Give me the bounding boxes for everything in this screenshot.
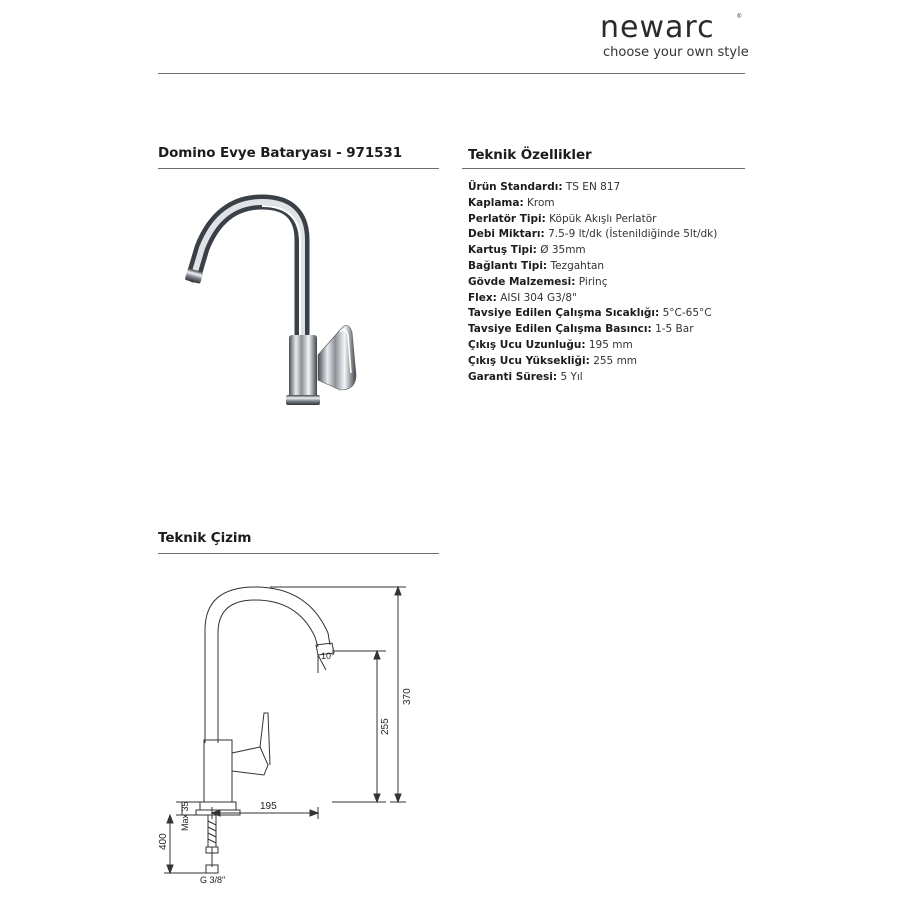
spec-value: Köpük Akışlı Perlatör	[549, 212, 657, 225]
spec-label: Tavsiye Edilen Çalışma Basıncı:	[468, 323, 652, 336]
dim-total-height: 370	[402, 688, 413, 705]
spec-value: 195 mm	[588, 338, 633, 351]
spec-label: Garanti Süresi:	[468, 370, 558, 383]
specs-heading-divider	[462, 168, 745, 169]
product-title-divider	[158, 168, 439, 169]
product-title: Domino Evye Bataryası - 971531	[158, 145, 402, 161]
dim-flex-length: 400	[158, 833, 169, 850]
dim-spout-length: 195	[260, 801, 277, 812]
spec-value: Ø 35mm	[540, 244, 586, 257]
spec-label: Kartuş Tipi:	[468, 244, 537, 257]
spec-label: Kaplama:	[468, 196, 524, 209]
spec-label: Flex:	[468, 291, 497, 304]
spec-row	[468, 370, 717, 386]
spec-label: Çıkış Ucu Yüksekliği:	[468, 354, 590, 367]
dim-max-counter: Max 35	[180, 801, 190, 831]
spec-value: 5 Yıl	[560, 370, 583, 383]
dim-spout-angle: 10°	[321, 651, 335, 661]
spec-label: Bağlantı Tipi:	[468, 259, 548, 272]
spec-label: Gövde Malzemesi:	[468, 275, 576, 288]
spec-label: Debi Miktarı:	[468, 228, 545, 241]
spec-row	[468, 227, 717, 243]
spec-row	[468, 275, 717, 291]
spec-value: 255 mm	[593, 354, 638, 367]
specs-list	[468, 180, 717, 385]
spec-row	[468, 338, 717, 354]
specs-heading: Teknik Özellikler	[468, 147, 592, 163]
brand-logo	[600, 10, 749, 62]
spec-value: 5°C-65°C	[662, 307, 712, 320]
spec-value: 7.5-9 lt/dk (İstenildiğinde 5lt/dk)	[548, 228, 718, 241]
brand-tagline: choose your own style	[603, 45, 749, 60]
faucet-photo	[180, 190, 380, 415]
registered-mark: ®	[737, 14, 742, 20]
spec-label: Çıkış Ucu Uzunluğu:	[468, 338, 586, 351]
dim-thread: G 3/8"	[200, 875, 226, 885]
spec-value: TS EN 817	[565, 181, 621, 193]
spec-value: Tezgahtan	[550, 259, 605, 272]
header-divider	[158, 73, 745, 74]
spec-row	[468, 180, 717, 196]
spec-label: Ürün Standardı:	[468, 181, 563, 193]
spec-row	[468, 243, 717, 259]
dim-spout-height: 255	[380, 718, 391, 735]
spec-value: Pirinç	[578, 275, 608, 288]
spec-row	[468, 291, 717, 307]
spec-value: 1-5 Bar	[655, 323, 694, 336]
spec-value: Krom	[527, 196, 555, 209]
drawing-heading: Teknik Çizim	[158, 530, 252, 546]
brand-wordmark: newarc	[600, 10, 715, 45]
spec-row	[468, 212, 717, 228]
spec-label: Perlatör Tipi:	[468, 212, 546, 225]
spec-label: Tavsiye Edilen Çalışma Sıcaklığı:	[468, 307, 660, 320]
spec-value: AISI 304 G3/8"	[500, 291, 577, 304]
spec-row	[468, 196, 717, 212]
drawing-heading-divider	[158, 553, 439, 554]
spec-row	[468, 306, 717, 322]
spec-row	[468, 322, 717, 338]
technical-drawing	[160, 575, 420, 890]
spec-row	[468, 354, 717, 370]
spec-row	[468, 259, 717, 275]
